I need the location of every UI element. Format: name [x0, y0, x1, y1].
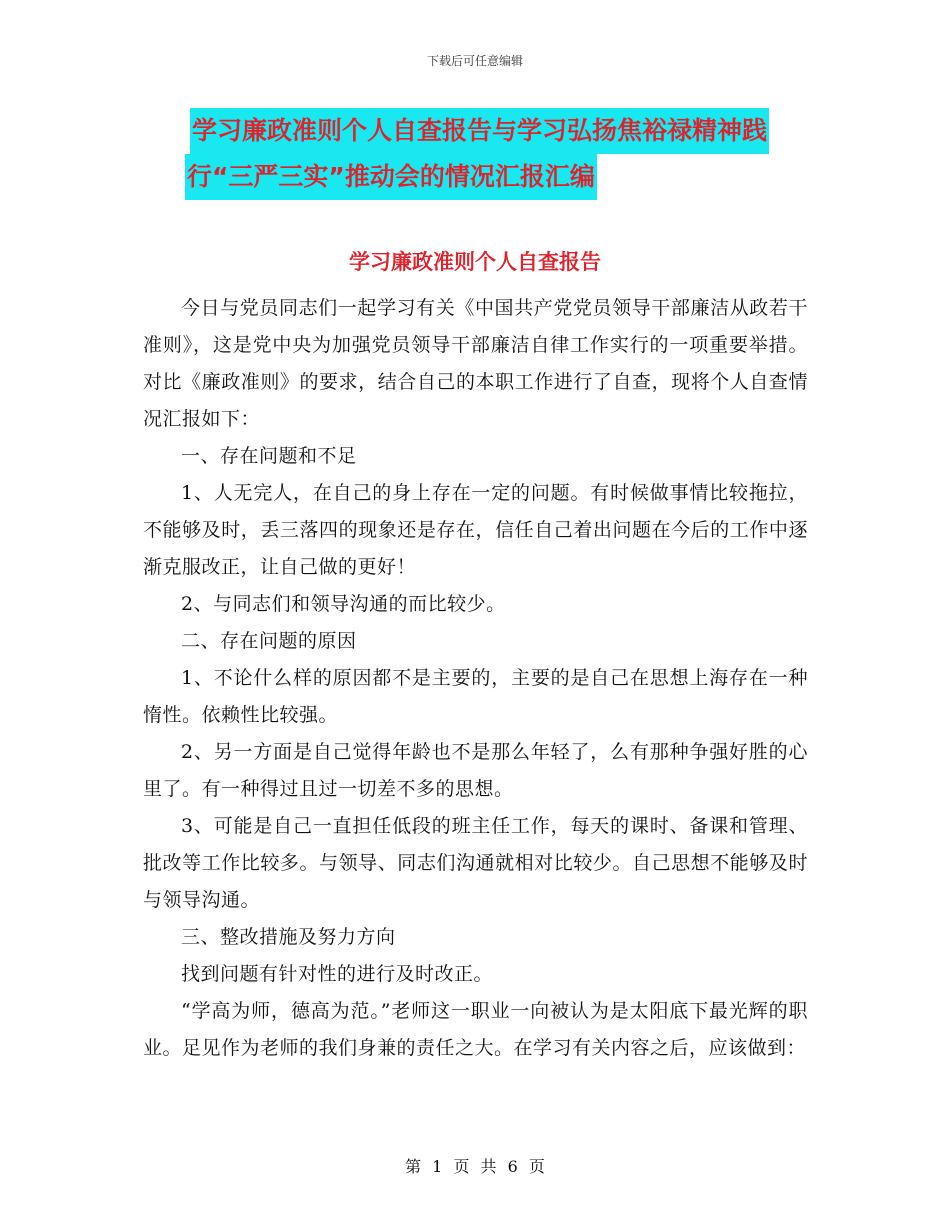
paragraph: 1、人无完人，在自己的身上存在一定的问题。有时候做事情比较拖拉，不能够及时，丢三落四的现象还是存在，信任自己着出问题在今后的工作中逐渐克服改正，让自己做的更好！ — [143, 482, 808, 578]
paragraph: 二、存在问题的原因 — [181, 630, 357, 652]
paragraph: 三、整改措施及努力方向 — [181, 926, 396, 948]
header-note: 下载后可任意编辑 — [426, 54, 523, 68]
section-title: 学习廉政准则个人自查报告 — [349, 250, 601, 274]
page-number-footer: 第 1 页 共 6 页 — [405, 1157, 545, 1176]
paragraph: 一、存在问题和不足 — [181, 445, 357, 467]
paragraph: “学高为师，德高为范。”老师这一职业一向被认为是太阳底下最光辉的职业。足见作为老师的我们身兼的责任之大。在学习有关内容之后，应该做到： — [143, 1000, 808, 1059]
paragraph: 3、可能是自己一直担任低段的班主任工作，每天的课时、备课和管理、批改等工作比较多。与领导、同志们沟通就相对比较少。自己思想不能够及时与领导沟通。 — [143, 815, 808, 911]
paragraph: 2、另一方面是自己觉得年龄也不是那么年轻了，么有那种争强好胜的心里了。有一种得过且过一切差不多的思想。 — [143, 741, 808, 800]
document-title — [187, 108, 810, 200]
document-title-line-2: 行“三严三实”推动会的情况汇报汇编 — [185, 154, 597, 200]
paragraph: 2、与同志们和领导沟通的而比较少。 — [181, 593, 506, 615]
document-body — [143, 290, 808, 1067]
paragraph: 今日与党员同志们一起学习有关《中国共产党党员领导干部廉洁从政若干准则》，这是党中央为加强党员领导干部廉洁自律工作实行的一项重要举措。对比《廉政准则》的要求，结合自己的本职工作进行了自查，现将个人自查情况汇报如下： — [143, 297, 808, 430]
document-title-line-1: 学习廉政准则个人自查报告与学习弘扬焦裕禄精神践 — [190, 108, 769, 154]
paragraph: 找到问题有针对性的进行及时改正。 — [181, 963, 494, 985]
paragraph: 1、不论什么样的原因都不是主要的，主要的是自己在思想上海存在一种惰性。依赖性比较强。 — [143, 667, 808, 726]
